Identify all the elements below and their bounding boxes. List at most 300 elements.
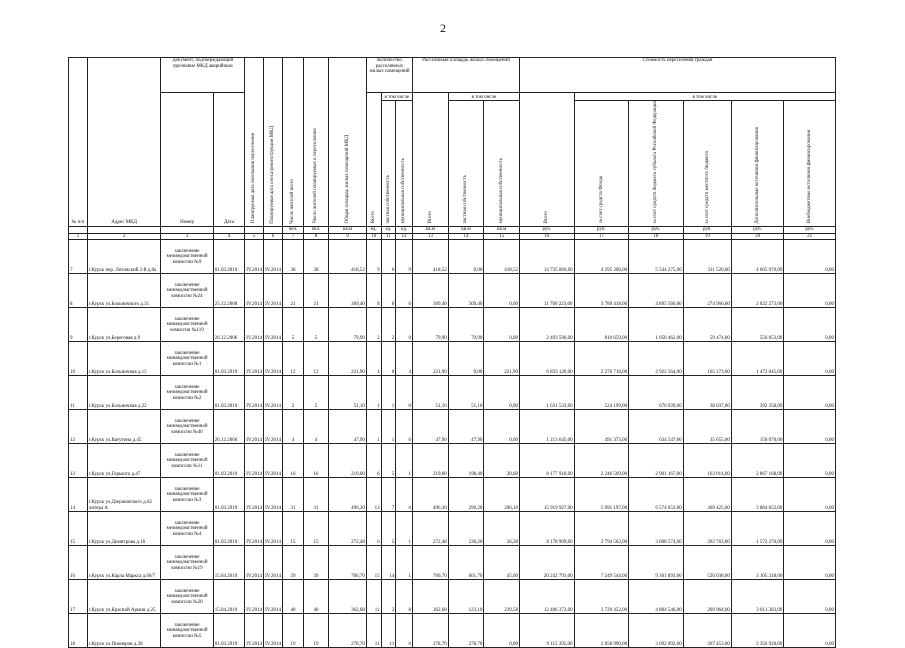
cell-c20: 4 605 970,00 xyxy=(731,240,783,274)
table-row xyxy=(69,308,836,342)
cell-c21: 0,00 xyxy=(784,614,836,648)
cell-c17: 4 295 306,00 xyxy=(574,240,629,274)
cell-c6: IV.2014 xyxy=(264,308,283,342)
cell-c12: 9 xyxy=(396,240,413,274)
cell-n: 9 xyxy=(69,308,88,342)
cell-c13: 362,68 xyxy=(413,580,449,614)
area-subheader: в том числе xyxy=(448,93,519,101)
cell-c9: 272,48 xyxy=(329,512,367,546)
column-number-cell: 21 xyxy=(784,233,836,240)
cell-c8: 39 xyxy=(303,546,328,580)
cell-doc: заключение межведомственной комиссии №20 xyxy=(161,580,213,614)
cell-c9: 79,90 xyxy=(329,308,367,342)
unit-cell: ед. xyxy=(366,226,381,233)
cell-c13: 79,90 xyxy=(413,308,449,342)
cell-c14: 661,70 xyxy=(448,546,484,580)
cell-c13: 219,00 xyxy=(413,444,449,478)
cell-c18: 2 922 564,00 xyxy=(629,342,684,376)
col-number-header: Номер xyxy=(161,93,213,227)
column-number-cell: 5 xyxy=(245,233,264,240)
cell-c8: 16 xyxy=(303,444,328,478)
unit-cell: руб. xyxy=(574,226,629,233)
cell-n: 11 xyxy=(69,376,88,410)
table-row xyxy=(69,580,836,614)
cost-local-header: за счет средств местного бюджета xyxy=(683,101,731,227)
cell-c9: 418,52 xyxy=(329,240,367,274)
unit-cell: ед. xyxy=(381,226,396,233)
cell-c10: 8 xyxy=(366,274,381,308)
cell-c5: IV.2014 xyxy=(245,274,264,308)
cell-c6: IV.2014 xyxy=(264,376,283,410)
cell-c19: 311 520,00 xyxy=(683,240,731,274)
cell-c12: 1 xyxy=(396,512,413,546)
cell-c19: 35 655,00 xyxy=(683,410,731,444)
cell-date: 01.03.2010 xyxy=(213,342,244,376)
col-planned-demolition-header: Планируемая дата сноса/реконструкции МКД xyxy=(264,58,283,227)
rooms-municipal-header: муниципальная собственность xyxy=(396,101,413,227)
table-row xyxy=(69,274,836,308)
cell-c11: 0 xyxy=(381,240,396,274)
cell-c5: IV.2014 xyxy=(245,546,264,580)
cell-c6: IV.2014 xyxy=(264,342,283,376)
cost-group-header: Стоимость переселения граждан xyxy=(520,58,836,93)
cell-c15: 0,00 xyxy=(484,614,520,648)
units-row xyxy=(69,226,836,233)
cell-c15: 418,52 xyxy=(484,240,520,274)
cell-c7: 39 xyxy=(282,546,303,580)
cell-c11: 5 xyxy=(381,444,396,478)
unit-cell: кв.м xyxy=(329,226,367,233)
cell-n: 7 xyxy=(69,240,88,274)
cell-c15: 206,10 xyxy=(484,478,520,512)
cell-c20: 1 472 045,00 xyxy=(731,342,783,376)
cell-c6: IV.2014 xyxy=(264,240,283,274)
cell-c5: IV.2014 xyxy=(245,614,264,648)
cell-c16: 9 115 395,00 xyxy=(520,614,575,648)
unit-cell: чел. xyxy=(303,226,328,233)
cell-c14: 278,70 xyxy=(448,614,484,648)
table-row xyxy=(69,478,836,512)
cell-c8: 19 xyxy=(303,614,328,648)
cell-c16: 6 833 120,00 xyxy=(520,342,575,376)
cell-addr: г.Курск ул.Горького д.47 xyxy=(87,444,160,478)
cell-date: 01.03.2010 xyxy=(213,240,244,274)
cell-date: 01.03.2010 xyxy=(213,376,244,410)
cell-c17: 7 249 544,00 xyxy=(574,546,629,580)
unit-cell: руб. xyxy=(784,226,836,233)
cell-doc: заключение межведомственной комиссии №119 xyxy=(161,308,213,342)
cell-c13: 221,90 xyxy=(413,342,449,376)
cell-c13: 706,70 xyxy=(413,546,449,580)
cell-c21: 0,00 xyxy=(784,376,836,410)
cell-c12: 0 xyxy=(396,308,413,342)
table-row xyxy=(69,240,836,274)
cell-date: 26.12.2006 xyxy=(213,308,244,342)
cell-date: 15.04.2010 xyxy=(213,546,244,580)
cell-c9: 278,70 xyxy=(329,614,367,648)
cell-c12: 8 xyxy=(396,580,413,614)
unit-cell: руб. xyxy=(629,226,684,233)
resettlement-table xyxy=(68,57,836,648)
cell-c13: 496,30 xyxy=(413,478,449,512)
cell-doc: заключение межведомственной комиссии №40 xyxy=(161,410,213,444)
unit-cell: кв.м xyxy=(484,226,520,233)
cell-c11: 8 xyxy=(381,274,396,308)
cell-c11: 14 xyxy=(381,546,396,580)
cell-n: 14 xyxy=(69,478,88,512)
cell-c10: 15 xyxy=(366,546,381,580)
cell-c5: IV.2014 xyxy=(245,444,264,478)
cell-c19: 163 014,00 xyxy=(683,444,731,478)
cell-c9: 51,10 xyxy=(329,376,367,410)
table-row xyxy=(69,614,836,648)
cell-c8: 15 xyxy=(303,512,328,546)
cell-c5: IV.2014 xyxy=(245,512,264,546)
cell-c7: 16 xyxy=(282,444,303,478)
cell-c21: 0,00 xyxy=(784,512,836,546)
column-number-cell: 15 xyxy=(484,233,520,240)
cell-c19: 202 763,00 xyxy=(683,512,731,546)
cell-c20: 556 053,00 xyxy=(731,308,783,342)
cell-addr: г.Курск ул.Дзержинского д.62 литера А xyxy=(87,478,160,512)
rooms-group-header: Количество расселяемых жилых помещений xyxy=(366,58,412,93)
cell-addr: г.Курск пер. Литовский 2-й д.8а xyxy=(87,240,160,274)
table-row xyxy=(69,410,836,444)
cell-date: 25.12.2008 xyxy=(213,274,244,308)
cell-c12: 0 xyxy=(396,376,413,410)
column-number-cell: 10 xyxy=(366,233,381,240)
col-n-header: № п/п xyxy=(69,58,88,227)
cell-c11: 5 xyxy=(381,512,396,546)
cell-c13: 51,10 xyxy=(413,376,449,410)
cell-addr: г.Курск ул.Береговая д.9 xyxy=(87,308,160,342)
cell-c7: 38 xyxy=(282,240,303,274)
cell-c16: 1 631 533,00 xyxy=(520,376,575,410)
col-residents-total-header: Число жителей всего xyxy=(282,58,303,227)
table-row xyxy=(69,546,836,580)
cell-c16: 20 242 793,00 xyxy=(520,546,575,580)
column-number-cell: 14 xyxy=(448,233,484,240)
cell-date: 01.03.2010 xyxy=(213,512,244,546)
column-number-cell: 9 xyxy=(329,233,367,240)
cell-c10: 9 xyxy=(366,240,381,274)
cell-n: 15 xyxy=(69,512,88,546)
cell-c9: 706,70 xyxy=(329,546,367,580)
cell-addr: г.Курск ул.Ватутина д.45 xyxy=(87,410,160,444)
cell-c8: 5 xyxy=(303,308,328,342)
cell-c19: 165 173,00 xyxy=(683,342,731,376)
cell-c19: 38 037,00 xyxy=(683,376,731,410)
cell-addr: г.Курск ул.Больничного д.31 xyxy=(87,274,160,308)
cell-c20: 392 358,00 xyxy=(731,376,783,410)
cell-c21: 0,00 xyxy=(784,274,836,308)
cell-c16: 8 178 909,00 xyxy=(520,512,575,546)
cell-c6: IV.2014 xyxy=(264,614,283,648)
cell-doc: заключение межведомственной комиссии №4 xyxy=(161,512,213,546)
cell-c8: 4 xyxy=(303,410,328,444)
cell-c21: 0,00 xyxy=(784,444,836,478)
cell-c6: IV.2014 xyxy=(264,444,283,478)
cell-c5: IV.2014 xyxy=(245,240,264,274)
cell-c15: 0,00 xyxy=(484,274,520,308)
cell-doc: заключение межведомственной комиссии №2 xyxy=(161,376,213,410)
cell-c15: 20,60 xyxy=(484,444,520,478)
cost-region-header: за счет средств бюджета субъекта Российской Федерации xyxy=(629,101,684,227)
cell-c11: 1 xyxy=(381,410,396,444)
table-row xyxy=(69,376,836,410)
cell-c8: 21 xyxy=(303,274,328,308)
cell-date: 15.04.2010 xyxy=(213,580,244,614)
cell-c10: 1 xyxy=(366,410,381,444)
unit-cell: ед. xyxy=(396,226,413,233)
cell-n: 13 xyxy=(69,444,88,478)
cell-c11: 1 xyxy=(381,376,396,410)
cell-c18: 3 608 574,00 xyxy=(629,512,684,546)
cell-addr: г.Курск ул.Димитрова д.16 xyxy=(87,512,160,546)
cell-doc: заключение межведомственной комиссии №11 xyxy=(161,444,213,478)
rooms-private-header: частная собственность xyxy=(381,101,396,227)
cell-c10: 1 xyxy=(366,376,381,410)
column-number-cell: 11 xyxy=(381,233,396,240)
column-number-cell: 3 xyxy=(161,233,213,240)
cell-c10: 6 xyxy=(366,444,381,478)
cell-c15: 239,58 xyxy=(484,580,520,614)
cell-c17: 2 858 990,00 xyxy=(574,614,629,648)
col-planned-completion-header: Планируемая дата окончания переселения xyxy=(245,58,264,227)
cell-c16: 14 735 066,00 xyxy=(520,240,575,274)
column-number-cell: 20 xyxy=(731,233,783,240)
cell-c16: 11 760 223,00 xyxy=(520,274,575,308)
cell-c5: IV.2014 xyxy=(245,410,264,444)
cell-c5: IV.2014 xyxy=(245,308,264,342)
cell-c6: IV.2014 xyxy=(264,512,283,546)
cell-c9: 219,00 xyxy=(329,444,367,478)
cell-c14: 0,00 xyxy=(448,240,484,274)
cell-n: 17 xyxy=(69,580,88,614)
cell-c7: 40 xyxy=(282,580,303,614)
cell-c15: 45,00 xyxy=(484,546,520,580)
cell-c14: 369,40 xyxy=(448,274,484,308)
cell-c5: IV.2014 xyxy=(245,376,264,410)
cell-c16: 15 919 927,00 xyxy=(520,478,575,512)
cell-c10: 11 xyxy=(366,580,381,614)
cell-date: 26.12.2006 xyxy=(213,410,244,444)
cell-c18: 634 547,00 xyxy=(629,410,684,444)
cell-c6: IV.2014 xyxy=(264,478,283,512)
cell-c13: 418,52 xyxy=(413,240,449,274)
cell-c21: 0,00 xyxy=(784,342,836,376)
column-number-cell: 8 xyxy=(303,233,328,240)
area-private-header: частная собственность xyxy=(448,101,484,227)
cell-c6: IV.2014 xyxy=(264,546,283,580)
cell-c9: 47,90 xyxy=(329,410,367,444)
cell-c14: 198,40 xyxy=(448,444,484,478)
cell-c18: 1 058 462,00 xyxy=(629,308,684,342)
cell-n: 16 xyxy=(69,546,88,580)
rooms-total-header: Всего xyxy=(366,93,381,227)
cell-c14: 0,00 xyxy=(448,342,484,376)
column-number-cell: 16 xyxy=(520,233,575,240)
cell-c20: 3 611 383,00 xyxy=(731,580,783,614)
cell-c20: 2 022 273,00 xyxy=(731,274,783,308)
cell-c18: 5 544 275,00 xyxy=(629,240,684,274)
rooms-subheader: в том числе xyxy=(381,93,412,101)
cell-c10: 13 xyxy=(366,478,381,512)
cell-c17: 3 720 452,00 xyxy=(574,580,629,614)
cell-c12: 0 xyxy=(396,614,413,648)
unit-cell xyxy=(161,226,213,233)
cell-doc: заключение межведомственной комиссии №9 xyxy=(161,240,213,274)
cell-doc: заключение межведомственной комиссии №19 xyxy=(161,546,213,580)
cell-c21: 0,00 xyxy=(784,240,836,274)
cell-c15: 0,00 xyxy=(484,410,520,444)
cell-c10: 11 xyxy=(366,614,381,648)
column-number-cell: 18 xyxy=(629,233,684,240)
cell-doc: заключение межведомственной комиссии №1 xyxy=(161,342,213,376)
cell-c18: 2 901 167,00 xyxy=(629,444,684,478)
document-group-header: Документ, подтверждающий признание МКД аварийным xyxy=(161,58,245,93)
cell-n: 12 xyxy=(69,410,88,444)
column-number-cell: 2 xyxy=(87,233,160,240)
cell-c19: 369 425,00 xyxy=(683,478,731,512)
cell-c17: 2 794 562,00 xyxy=(574,512,629,546)
cell-c19: 59 474,00 xyxy=(683,308,731,342)
cell-c7: 4 xyxy=(282,410,303,444)
cell-date: 01.03.2010 xyxy=(213,444,244,478)
cell-c6: IV.2014 xyxy=(264,410,283,444)
cell-c19: 274 966,00 xyxy=(683,274,731,308)
area-municipal-header: муниципальная собственность xyxy=(484,101,520,227)
cell-c16: 1 213 645,00 xyxy=(520,410,575,444)
cell-c19: 207 453,00 xyxy=(683,614,731,648)
cell-c15: 36,28 xyxy=(484,512,520,546)
cell-c8: 2 xyxy=(303,376,328,410)
column-number-cell: 7 xyxy=(282,233,303,240)
col-total-area-header: Общая площадь жилых помещений МКД xyxy=(329,58,367,227)
cell-c20: 2 867 168,00 xyxy=(731,444,783,478)
cell-doc: заключение межведомственной комиссии №24 xyxy=(161,274,213,308)
cell-c18: 9 361 893,00 xyxy=(629,546,684,580)
cell-c12: 0 xyxy=(396,410,413,444)
area-total-header: Всего xyxy=(413,93,449,227)
cell-c21: 0,00 xyxy=(784,308,836,342)
cell-c13: 278,70 xyxy=(413,614,449,648)
cell-c7: 19 xyxy=(282,614,303,648)
cell-c7: 15 xyxy=(282,512,303,546)
col-residents-planned-header: Число жителей планируемых к переселению xyxy=(303,58,328,227)
cell-c20: 2 356 920,00 xyxy=(731,614,783,648)
cell-c13: 369,40 xyxy=(413,274,449,308)
cell-c11: 11 xyxy=(381,614,396,648)
cell-c15: 221,90 xyxy=(484,342,520,376)
cell-addr: г.Курск ул.Красной Армии д.25 xyxy=(87,580,160,614)
unit-cell xyxy=(69,226,88,233)
cell-c16: 8 177 918,00 xyxy=(520,444,575,478)
area-group-header: Расселяемая площадь жилых помещений xyxy=(413,58,520,93)
cost-extra-header: Дополнительные источники финансирования xyxy=(731,101,783,227)
cell-c12: 6 xyxy=(396,478,413,512)
cell-c5: IV.2014 xyxy=(245,580,264,614)
table-row xyxy=(69,444,836,478)
cell-c17: 5 091 197,00 xyxy=(574,478,629,512)
cell-c16: 12 406 373,00 xyxy=(520,580,575,614)
cell-doc: заключение межведомственной комиссии №3 xyxy=(161,478,213,512)
unit-cell: кв.м xyxy=(448,226,484,233)
table-body xyxy=(69,240,836,648)
column-number-cell: 17 xyxy=(574,233,629,240)
column-number-cell: 1 xyxy=(69,233,88,240)
cell-n: 8 xyxy=(69,274,88,308)
column-number-cell: 19 xyxy=(683,233,731,240)
column-number-cell: 4 xyxy=(213,233,244,240)
unit-cell: руб. xyxy=(520,226,575,233)
cell-c13: 47,90 xyxy=(413,410,449,444)
cell-c7: 12 xyxy=(282,342,303,376)
cell-c9: 362,68 xyxy=(329,580,367,614)
cell-addr: г.Курск ул.Карла Маркса д.60/7 xyxy=(87,546,160,580)
cell-doc: заключение межведомственной комиссии №5 xyxy=(161,614,213,648)
cell-c12: 1 xyxy=(396,546,413,580)
cell-c15: 0,00 xyxy=(484,308,520,342)
cell-c15: 0,00 xyxy=(484,376,520,410)
cell-c18: 676 939,00 xyxy=(629,376,684,410)
cell-addr: г.Курск ул.Пионеров д.28 xyxy=(87,614,160,648)
cell-c21: 0,00 xyxy=(784,546,836,580)
cell-c17: 810 659,00 xyxy=(574,308,629,342)
cell-c11: 7 xyxy=(381,478,396,512)
cell-c18: 3 692 092,00 xyxy=(629,614,684,648)
cell-c10: 6 xyxy=(366,512,381,546)
cell-c14: 290,20 xyxy=(448,478,484,512)
cell-c12: 0 xyxy=(396,274,413,308)
cell-c10: 4 xyxy=(366,342,381,376)
cell-c17: 491 373,00 xyxy=(574,410,629,444)
cell-c12: 1 xyxy=(396,444,413,478)
cost-extra-budget-header: Внебюджетные источники финансирования xyxy=(784,101,836,227)
cell-c21: 0,00 xyxy=(784,580,836,614)
cell-c11: 0 xyxy=(381,342,396,376)
unit-cell: руб. xyxy=(683,226,731,233)
page-number: 2 xyxy=(440,21,446,35)
cell-date: 01.03.2010 xyxy=(213,478,244,512)
cell-c12: 4 xyxy=(396,342,413,376)
cost-fund-header: за счет средств Фонда xyxy=(574,101,629,227)
cell-addr: г.Курск ул.Больничная д.22 xyxy=(87,376,160,410)
cell-c10: 2 xyxy=(366,308,381,342)
cost-total-header: Всего xyxy=(520,93,575,227)
cell-c14: 51,10 xyxy=(448,376,484,410)
unit-cell: кв.м xyxy=(413,226,449,233)
column-number-cell: 13 xyxy=(413,233,449,240)
unit-cell: руб. xyxy=(731,226,783,233)
cell-c6: IV.2014 xyxy=(264,274,283,308)
cell-c17: 3 789 418,00 xyxy=(574,274,629,308)
cell-c14: 123,10 xyxy=(448,580,484,614)
table-row xyxy=(69,512,836,546)
cell-c21: 0,00 xyxy=(784,410,836,444)
cell-date: 01.03.2010 xyxy=(213,614,244,648)
cell-c8: 31 xyxy=(303,478,328,512)
column-number-cell: 12 xyxy=(396,233,413,240)
cell-c7: 31 xyxy=(282,478,303,512)
cell-c19: 269 964,00 xyxy=(683,580,731,614)
cell-c14: 236,20 xyxy=(448,512,484,546)
cell-c18: 4 804 546,00 xyxy=(629,580,684,614)
cell-n: 10 xyxy=(69,342,88,376)
cell-c20: 150 070,00 xyxy=(731,410,783,444)
cell-c14: 47,90 xyxy=(448,410,484,444)
cell-c21: 0,00 xyxy=(784,478,836,512)
